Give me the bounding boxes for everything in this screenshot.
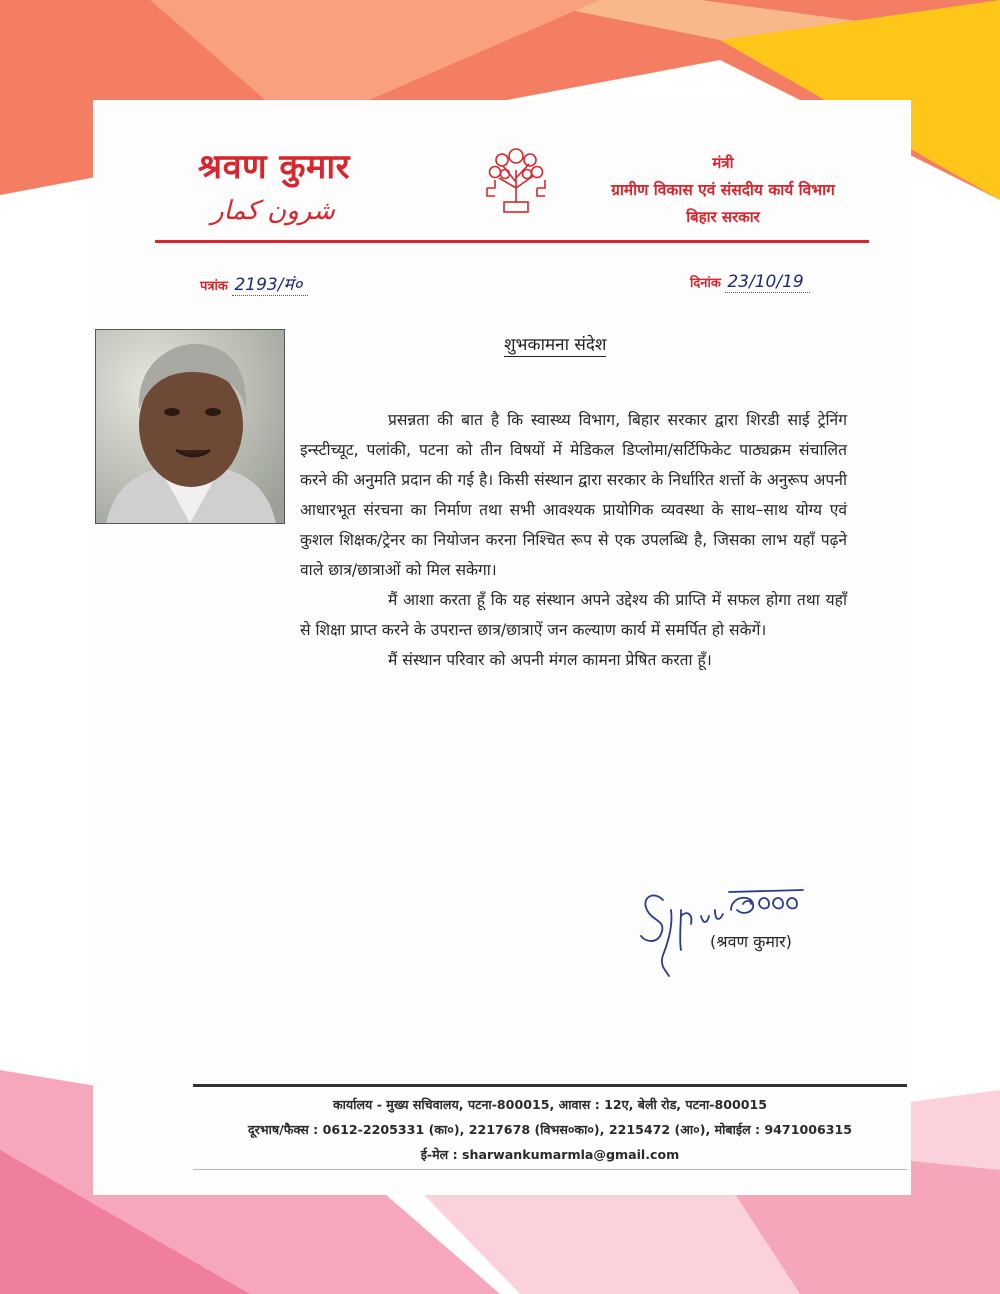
body-paragraph: मैं संस्थान परिवार को अपनी मंगल कामना प्रेषित करता हूँ।	[388, 651, 712, 669]
footer-address: कार्यालय - मुख्य सचिवालय, पटना-800015, आवास : 12ए, बेली रोड, पटना-800015	[332, 1097, 768, 1112]
date-label: दिनांक	[690, 276, 721, 291]
letterhead-footer	[193, 1092, 907, 1167]
reference-number	[200, 272, 308, 295]
reference-value: 2193/मं०	[232, 275, 308, 296]
footer-divider	[193, 1084, 907, 1087]
government: बिहार सरकार	[686, 208, 760, 226]
date-value: 23/10/19	[725, 272, 809, 293]
letterhead-name-urdu: شرون کمار	[211, 196, 335, 226]
body-paragraph: प्रसन्नता की बात है कि स्वास्थ्य विभाग, बिहार सरकार द्वारा शिरडी साई ट्रेनिंग इन्स्टीच्यूट, पलांकी, पटना को तीन विषयों में मेडिकल डिप्लोमा/सर्टिफिकेट पाठ्यक्रम संचालित करने की अनुमति प्रदान की गई है। किसी संस्थान द्वारा सरकार के निर्धारित शर्त्तो के अनुरूप अपनी आधारभूत संरचना का निर्माण तथा सभी आवश्यक प्रायोगिक व्यवस्था के साथ–साथ योग्य एवं कुशल शिक्षक/ट्रेनर का नियोजन करना निश्चित रूप से एक उपलब्धि है, जिसका लाभ यहाँ पढ़ने वाले छात्र/छात्राओं को मिल सकेगा।	[300, 411, 847, 579]
designation: मंत्री	[712, 154, 734, 172]
footer-email: ई-मेल : sharwankumarmla@gmail.com	[420, 1147, 680, 1162]
bihar-emblem-icon	[483, 142, 549, 220]
letterhead-divider	[155, 240, 869, 243]
designation-block	[573, 150, 873, 231]
signatory-name: (श्रवण कुमार)	[710, 932, 792, 951]
letterhead-name: श्रवण कुमार	[198, 147, 351, 187]
footer-bottom-rule	[193, 1169, 907, 1170]
letter-date	[690, 272, 810, 292]
letter-body	[300, 405, 847, 675]
footer-phone: दूरभाष/फैक्स : 0612-2205331 (का०), 2217678 (विभस०का०), 2215472 (आ०), मोबाईल : 9471006315	[247, 1122, 853, 1137]
reference-label: पत्रांक	[200, 279, 228, 294]
body-paragraph: मैं आशा करता हूँ कि यह संस्थान अपने उद्देश्य की प्राप्ति में सफल होगा तथा यहाँ से शिक्षा प्राप्त करने के उपरान्त छात्र/छात्राऐं जन कल्याण कार्य में समर्पित हो सकेगें।	[300, 591, 847, 639]
minister-portrait	[95, 329, 285, 524]
subject-heading: शुभकामना संदेश	[504, 332, 606, 357]
department: ग्रामीण विकास एवं संसदीय कार्य विभाग	[611, 181, 835, 199]
letter-paper	[93, 100, 911, 1195]
